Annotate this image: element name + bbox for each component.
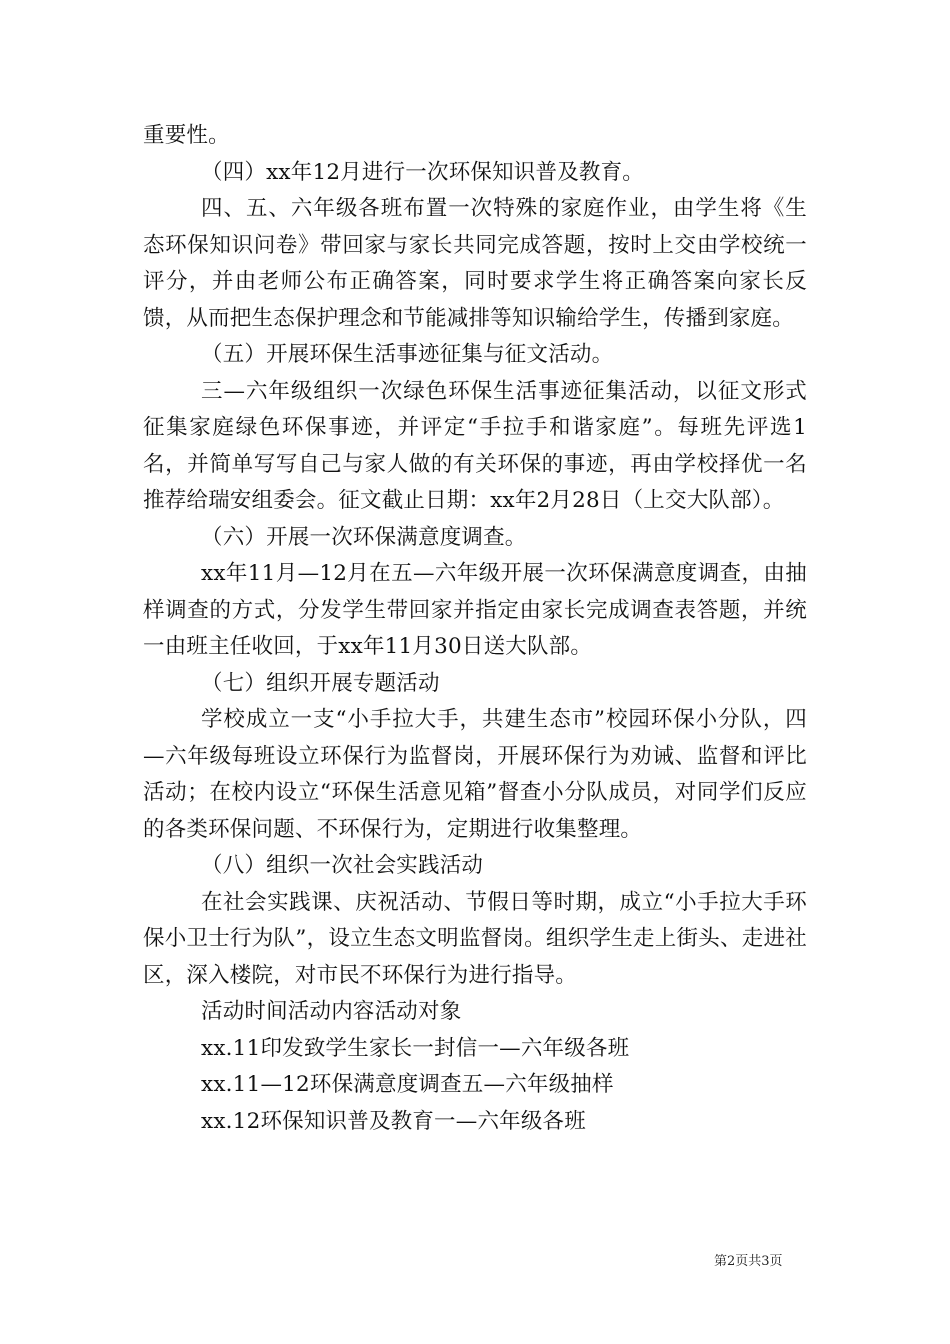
paragraph-social-practice: 在社会实践课、庆祝活动、节假日等时期，成立“小手拉大手环保小卫士行为队”，设立生态文明监督岗。组织学生走上街头、走进社区，深入楼院，对市民不环保行为进行指导。	[143, 889, 807, 988]
section-heading-5: （五）开展环保生活事迹征集与征文活动。	[201, 342, 614, 367]
schedule-header-row: 活动时间活动内容活动对象	[201, 999, 462, 1024]
section-heading-8: （八）组织一次社会实践活动	[201, 853, 484, 878]
page-number: 第2页共3页	[714, 1254, 783, 1269]
section-heading-4: （四）xx年12月进行一次环保知识普及教育。	[201, 159, 645, 185]
paragraph-satisfaction-survey: xx年11月—12月在五—六年级开展一次环保满意度调查，由抽样调查的方式，分发学生带回家并指定由家长完成调查表答题，并统一由班主任收回，于xx年11月30日送大队部。	[143, 561, 807, 659]
document-body	[143, 118, 807, 1140]
paragraph-continuation: 重要性。	[143, 123, 230, 148]
schedule-row: xx.12环保知识普及教育一—六年级各班	[201, 1108, 586, 1134]
section-heading-6: （六）开展一次环保满意度调查。	[201, 524, 527, 550]
paragraph-family-homework: 四、五、六年级各班布置一次特殊的家庭作业，由学生将《生态环保知识问卷》带回家与家长共同完成答题，按时上交由学校统一评分，并由老师公布正确答案，同时要求学生将正确答案向家长反馈，从而把生态保护理念和节能减排等知识输给学生，传播到家庭。	[143, 196, 807, 331]
paragraph-essay-collection: 三—六年级组织一次绿色环保生活事迹征集活动，以征文形式征集家庭绿色环保事迹，并评定“手拉手和谐家庭”。每班先评选1名，并简单写写自己与家人做的有关环保的事迹，再由学校择优一名推荐给瑞安组委会。征文截止日期：xx年2月28日（上交大队部）。	[143, 378, 807, 513]
paragraph-special-activity: 学校成立一支“小手拉大手，共建生态市”校园环保小分队，四—六年级每班设立环保行为监督岗，开展环保行为劝诫、监督和评比活动；在校内设立“环保生活意见箱”督查小分队成员，对同学们反应的各类环保问题、不环保行为，定期进行收集整理。	[143, 707, 807, 842]
section-heading-7: （七）组织开展专题活动	[201, 670, 440, 696]
schedule-row: xx.11印发致学生家长一封信一—六年级各班	[201, 1035, 630, 1061]
schedule-row: xx.11—12环保满意度调查五—六年级抽样	[201, 1072, 614, 1097]
